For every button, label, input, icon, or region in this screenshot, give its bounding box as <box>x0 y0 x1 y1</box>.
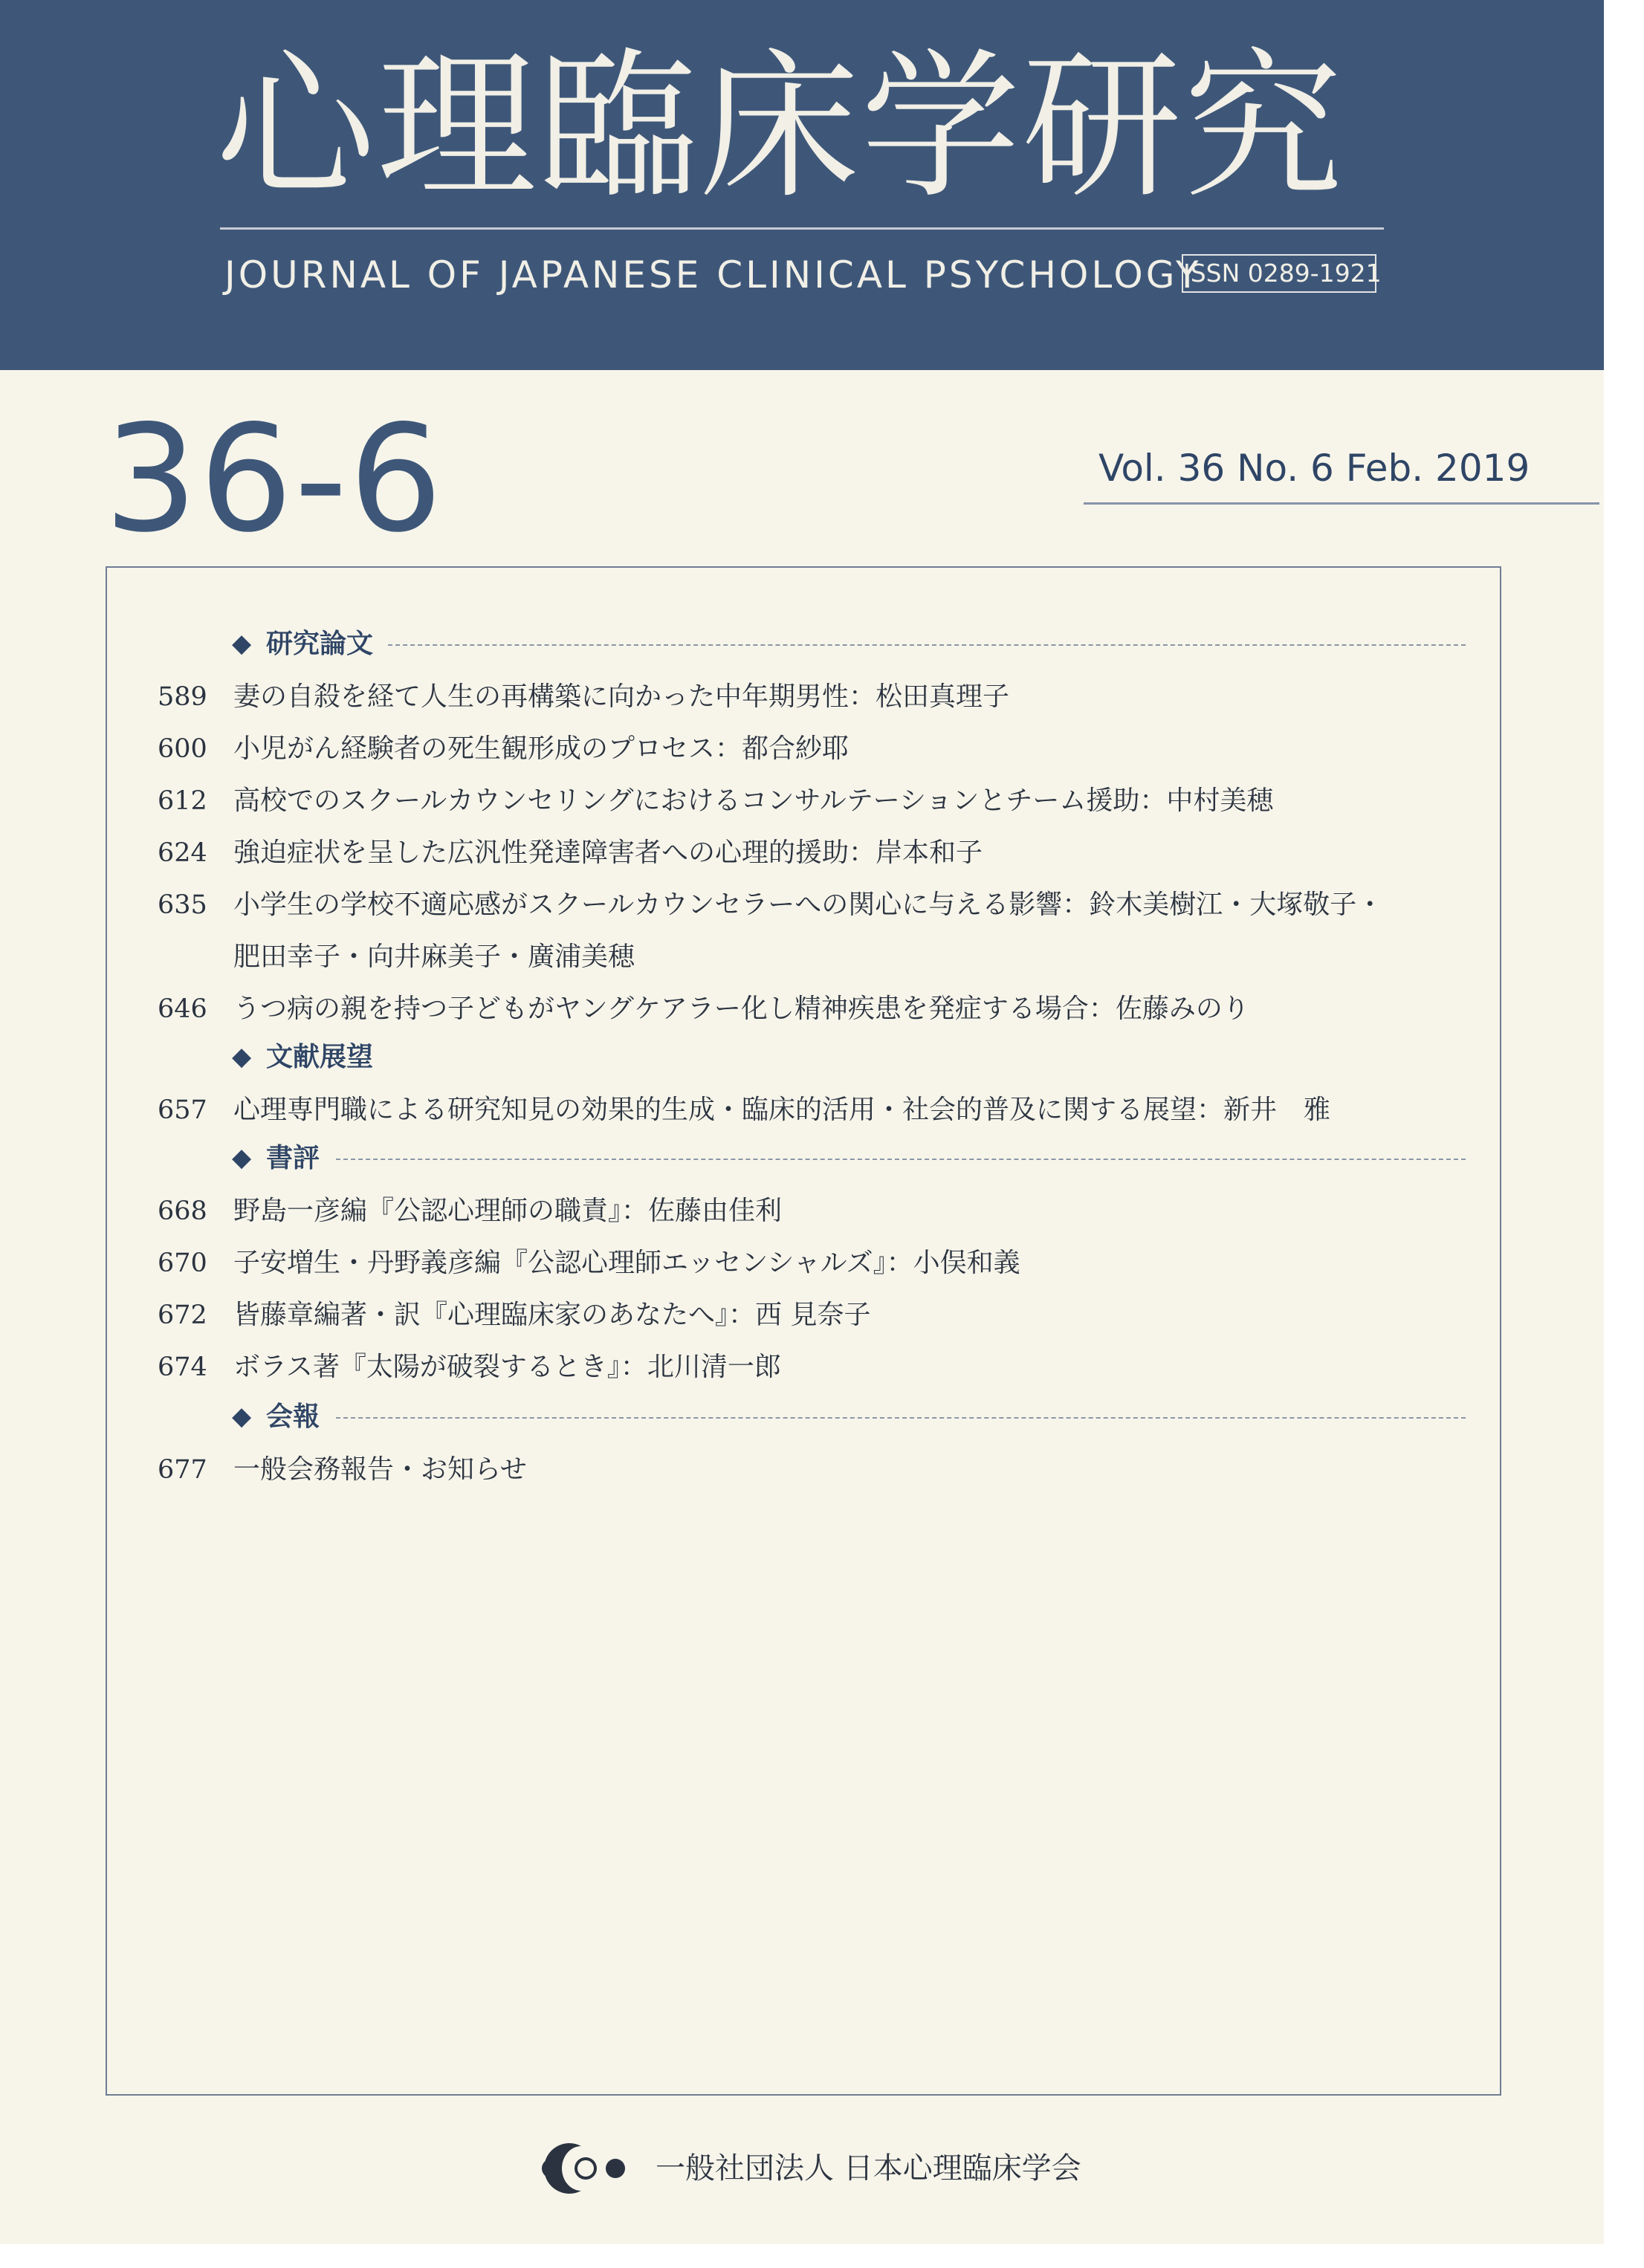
diamond-bullet-icon: ◆ <box>232 1143 252 1173</box>
issn-box: ISSN 0289-1921 <box>1182 254 1376 293</box>
toc-page-number: 668 <box>158 1196 207 1226</box>
toc-page-number: 670 <box>158 1248 207 1278</box>
dashed-rule <box>388 644 1466 646</box>
toc-entry[interactable]: 皆藤章編著・訳『心理臨床家のあなたへ』：西 見奈子 <box>233 1300 871 1330</box>
toc-entry[interactable]: 高校でのスクールカウンセリングにおけるコンサルテーションとチーム援助：中村美穂 <box>233 785 1274 816</box>
section-label: 研究論文 <box>266 624 384 664</box>
volume-line: Vol. 36 No. 6 Feb. 2019 <box>1098 447 1530 490</box>
header-divider <box>220 227 1384 230</box>
toc-page-number: 672 <box>158 1300 207 1330</box>
journal-title-en: JOURNAL OF JAPANESE CLINICAL PSYCHOLOGY <box>224 253 1202 297</box>
toc-entry[interactable]: ボラス著『太陽が破裂するとき』：北川清一郎 <box>233 1352 781 1382</box>
publisher-name: 一般社団法人 日本心理臨床学会 <box>656 2151 1081 2186</box>
toc-entry[interactable]: 妻の自殺を経て人生の再構築に向かった中年期男性：松田真理子 <box>233 681 1010 712</box>
section-label: 会報 <box>266 1397 330 1437</box>
section-label: 書評 <box>266 1138 330 1179</box>
toc-entry-continuation[interactable]: 肥田幸子・向井麻美子・廣浦美穂 <box>233 942 635 972</box>
toc-page-number: 600 <box>158 734 207 764</box>
toc-entry[interactable]: 強迫症状を呈した広汎性発達障害者への心理的援助：岸本和子 <box>233 837 983 868</box>
publisher-footer <box>535 2139 1204 2198</box>
toc-page-number: 612 <box>158 786 207 816</box>
toc-entry[interactable]: うつ病の親を持つ子どもがヤングケアラー化し精神疾患を発症する場合：佐藤みのり <box>233 994 1249 1024</box>
toc-page-number: 674 <box>158 1352 207 1382</box>
scan-margin-bottom <box>0 2244 1644 2268</box>
issue-number: 36-6 <box>104 393 444 565</box>
toc-entry[interactable]: 小学生の学校不適応感がスクールカウンセラーへの関心に与える影響：鈴木美樹江・大塚敬子・ <box>233 890 1384 920</box>
toc-entry[interactable]: 心理専門職による研究知見の効果的生成・臨床的活用・社会的普及に関する展望：新井 雅 <box>233 1095 1331 1125</box>
toc-page-number: 635 <box>158 890 207 920</box>
toc-entry[interactable]: 野島一彦編『公認心理師の職責』：佐藤由佳利 <box>233 1196 783 1226</box>
toc-section-heading <box>232 1138 1466 1179</box>
toc-entry[interactable]: 小児がん経験者の死生観形成のプロセス：都合紗耶 <box>233 733 849 764</box>
society-logo-icon <box>535 2139 639 2198</box>
diamond-bullet-icon: ◆ <box>232 629 252 658</box>
toc-section-heading <box>232 1037 1466 1078</box>
toc-page-number: 646 <box>158 994 207 1024</box>
volume-underline <box>1084 502 1599 505</box>
toc-page-number: 677 <box>158 1455 207 1485</box>
toc-section-heading <box>232 624 1466 664</box>
toc-page-number: 589 <box>158 682 207 712</box>
scan-margin-right <box>1604 0 1644 2268</box>
journal-title-jp: 心理臨床学研究 <box>216 33 1344 220</box>
cover-header <box>0 0 1604 370</box>
dashed-rule <box>336 1159 1466 1160</box>
section-label: 文献展望 <box>266 1037 384 1078</box>
diamond-bullet-icon: ◆ <box>232 1042 252 1072</box>
toc-page-number: 624 <box>158 838 207 868</box>
toc-section-heading <box>232 1397 1466 1437</box>
toc-entry[interactable]: 一般会務報告・お知らせ <box>233 1454 527 1485</box>
diamond-bullet-icon: ◆ <box>232 1402 252 1431</box>
dashed-rule <box>336 1417 1466 1419</box>
toc-entry[interactable]: 子安増生・丹野義彦編『公認心理師エッセンシャルズ』：小俣和義 <box>233 1248 1020 1278</box>
toc-page-number: 657 <box>158 1095 207 1125</box>
